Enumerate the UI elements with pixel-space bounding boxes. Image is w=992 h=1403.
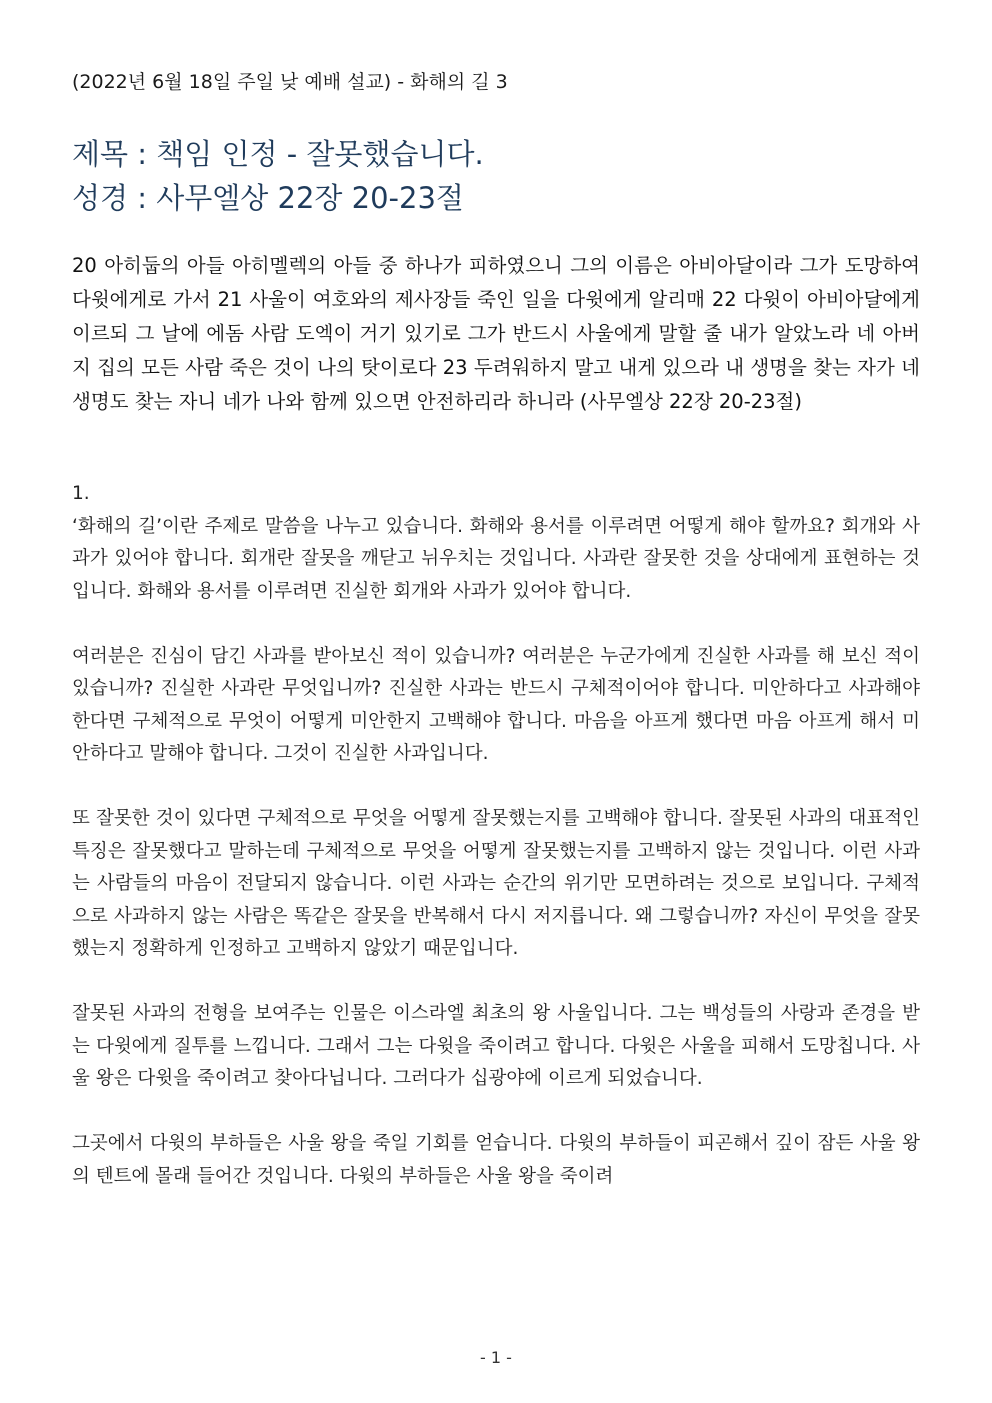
- paragraph: 또 잘못한 것이 있다면 구체적으로 무엇을 어떻게 잘못했는지를 고백해야 합니다. 잘못된 사과의 대표적인 특징은 잘못했다고 말하는데 구체적으로 무엇을 어떻게 잘못했는지를 고백하지 않는 것입니다. 이런 사과는 사람들의 마음이 전달되지 않습니다. 이런 사과는 순간의 위기만 모면하려는 것으로 보입니다. 구체적으로 사과하지 않는 사람은 똑같은 잘못을 반복해서 다시 저지릅니다. 왜 그렇습니까? 자신이 무엇을 잘못했는지 정확하게 인정하고 고백하지 않았기 때문입니다.: [72, 808, 920, 959]
- paragraph: ‘화해의 길’이란 주제로 말씀을 나누고 있습니다. 화해와 용서를 이루려면 어떻게 해야 할까요? 회개와 사과가 있어야 합니다. 회개란 잘못을 깨닫고 뉘우치는 것입니다. 사과란 잘못한 것을 상대에게 표현하는 것입니다. 화해와 용서를 이루려면 진실한 회개와 사과가 있어야 합니다.: [72, 515, 920, 602]
- scripture-reference: 성경 : 사무엘상 22장 20-23절: [72, 181, 464, 215]
- sermon-header: (2022년 6월 18일 주일 낮 예배 설교) - 화해의 길 3: [72, 71, 508, 93]
- sermon-title: 제목 : 책임 인정 - 잘못했습니다.: [72, 137, 484, 171]
- title-block: [72, 132, 484, 220]
- sermon-body: [72, 478, 920, 1226]
- paragraph: 그곳에서 다윗의 부하들은 사울 왕을 죽일 기회를 얻습니다. 다윗의 부하들이 피곤해서 깊이 잠든 사울 왕의 텐트에 몰래 들어간 것입니다. 다윗의 부하들은 사울 왕을 죽이려: [72, 1133, 920, 1187]
- scripture-text: 20 아히둡의 아들 아히멜렉의 아들 중 하나가 피하였으니 그의 이름은 아비아달이라 그가 도망하여 다윗에게로 가서 21 사울이 여호와의 제사장들 죽인 일을 다윗에게 알리매 22 다윗이 아비아달에게 이르되 그 날에 에돔 사람 도엑이 거기 있기로 그가 반드시 사울에게 말할 줄 내가 알았노라 네 아버지 집의 모든 사람 죽은 것이 나의 탓이로다 23 두려워하지 말고 내게 있으라 내 생명을 찾는 자가 네 생명도 찾는 자니 네가 나와 함께 있으면 안전하리라 하니라 (사무엘상 22장 20-23절): [72, 254, 920, 413]
- page-number: - 1 -: [480, 1348, 512, 1367]
- paragraph: 잘못된 사과의 전형을 보여주는 인물은 이스라엘 최초의 왕 사울입니다. 그는 백성들의 사랑과 존경을 받는 다윗에게 질투를 느낍니다. 그래서 그는 다윗을 죽이려고 합니다. 다윗은 사울을 피해서 도망칩니다. 사울 왕은 다윗을 죽이려고 찾아다닙니다. 그러다가 십광야에 이르게 되었습니다.: [72, 1003, 920, 1089]
- paragraph: 여러분은 진심이 담긴 사과를 받아보신 적이 있습니까? 여러분은 누군가에게 진실한 사과를 해 보신 적이 있습니까? 진실한 사과란 무엇입니까? 진실한 사과는 반드시 구체적이어야 합니다. 미안하다고 사과해야 한다면 구체적으로 무엇이 어떻게 미안한지 고백해야 합니다. 마음을 아프게 했다면 마음 아프게 해서 미안하다고 말해야 합니다. 그것이 진실한 사과입니다.: [72, 645, 920, 764]
- section-number: 1.: [72, 483, 90, 504]
